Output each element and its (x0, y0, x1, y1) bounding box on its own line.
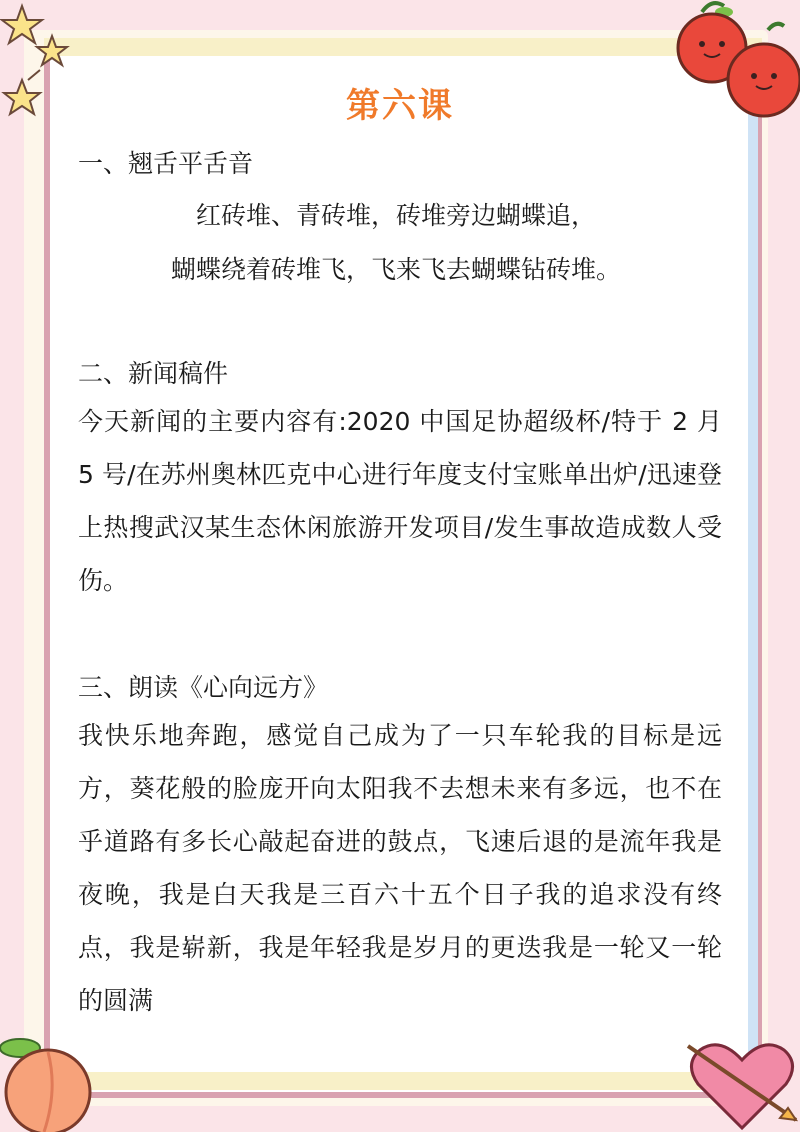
poem-line-1: 红砖堆、青砖堆，砖堆旁边蝴蝶追， (195, 201, 596, 230)
peach-icon (0, 1020, 110, 1132)
star-icon (37, 36, 67, 65)
heart-arrow-icon (684, 1020, 800, 1132)
bottom-stripe (44, 1072, 762, 1090)
poem-line-2: 蝴蝶绕着砖堆飞，飞来飞去蝴蝶钻砖堆。 (170, 255, 621, 284)
page-title: 第六课 (346, 86, 454, 126)
section-heading-reading: 三、朗读《心向远方》 (78, 673, 329, 702)
top-stripe (44, 38, 762, 56)
news-paragraph: 今天新闻的主要内容有:2020 中国足协超级杯/特于 2 月 5 号/在苏州奥林匹克中心进行年度支付宝账单出炉/迅速登上热搜武汉某生态休闲旅游开发项目/发生事故造成数人受伤。 (78, 407, 722, 595)
star-icon (2, 6, 42, 43)
section-heading-tongue-twister: 一、翘舌平舌音 (78, 149, 254, 178)
reading-paragraph: 我快乐地奔跑，感觉自己成为了一只车轮我的目标是远方，葵花般的脸庞开向太阳我不去想未来有多远，也不在乎道路有多长心敲起奋进的鼓点，飞速后退的是流年我是夜晚，我是白天我是三百六十五个日子我的追求没有终点，我是崭新，我是年轻我是岁月的更迭我是一轮又一轮的圆满 (78, 721, 722, 1015)
section-heading-news: 二、新闻稿件 (78, 359, 229, 388)
